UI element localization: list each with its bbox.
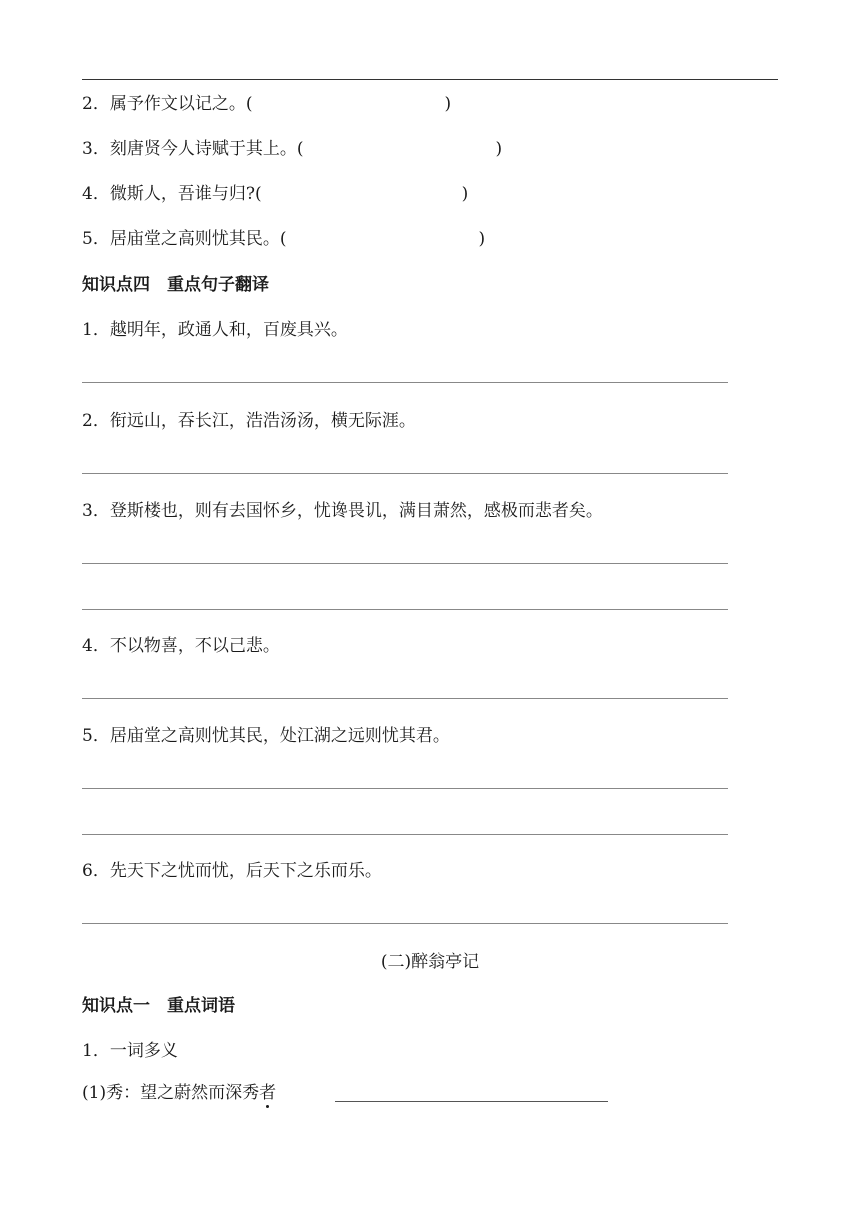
sentence-text: 越明年，政通人和，百废具兴。	[109, 320, 348, 340]
sentence-text: 先天下之忧而忧，后天下之乐而乐。	[109, 861, 382, 881]
item-number: 2．	[82, 411, 110, 431]
sentence-5	[82, 724, 450, 748]
item-number: 2．	[82, 94, 110, 114]
answer-line[interactable]	[335, 1101, 608, 1102]
close-paren: )	[461, 184, 469, 204]
part-two-title: (二)醉翁亭记	[380, 952, 480, 972]
sentence-3	[82, 499, 603, 523]
item-text: 刻唐贤今人诗赋于其上。(	[109, 139, 304, 159]
paren-item-4	[82, 182, 468, 206]
item-number: 6．	[82, 861, 110, 881]
answer-line[interactable]	[82, 609, 728, 610]
top-rule	[82, 79, 778, 80]
sentence-1	[82, 318, 348, 342]
sentence-6	[82, 859, 382, 883]
paren-item-5	[82, 227, 485, 251]
emphasized-char: 者	[259, 1083, 277, 1103]
close-paren: )	[444, 94, 452, 114]
vocab-text: (1)秀：望之蔚然而深秀	[82, 1083, 260, 1103]
section-title: 知识点四 重点句子翻译	[82, 275, 269, 295]
item-text: 居庙堂之高则忧其民。(	[109, 229, 287, 249]
answer-line[interactable]	[82, 788, 728, 789]
sentence-text: 居庙堂之高则忧其民，处江湖之远则忧其君。	[109, 726, 450, 746]
sentence-2	[82, 409, 416, 433]
section-title: 知识点一 重点词语	[82, 996, 235, 1016]
item-number: 5．	[82, 229, 110, 249]
answer-line[interactable]	[82, 923, 728, 924]
sentence-text: 不以物喜，不以己悲。	[109, 636, 280, 656]
item-text: 属予作文以记之。(	[109, 94, 253, 114]
item-number: 4．	[82, 184, 110, 204]
sentence-4	[82, 634, 280, 658]
close-paren: )	[495, 139, 503, 159]
item-number: 4．	[82, 636, 110, 656]
paren-item-2	[82, 92, 451, 116]
answer-line[interactable]	[82, 698, 728, 699]
item-number: 3．	[82, 139, 110, 159]
item-number: 3．	[82, 501, 110, 521]
vocab-item-1	[82, 1081, 276, 1105]
item-number: 5．	[82, 726, 110, 746]
sentence-text: 登斯楼也，则有去国怀乡，忧谗畏讥，满目萧然，感极而悲者矣。	[109, 501, 603, 521]
answer-line[interactable]	[82, 382, 728, 383]
answer-line[interactable]	[82, 834, 728, 835]
item-number: 1．	[82, 320, 110, 340]
paren-item-3	[82, 137, 502, 161]
answer-line[interactable]	[82, 563, 728, 564]
answer-line[interactable]	[82, 473, 728, 474]
sentence-text: 衔远山，吞长江，浩浩汤汤，横无际涯。	[109, 411, 416, 431]
item-text: 微斯人，吾谁与归?(	[109, 184, 262, 204]
close-paren: )	[478, 229, 486, 249]
vocab-heading: 1．一词多义	[82, 1041, 178, 1061]
